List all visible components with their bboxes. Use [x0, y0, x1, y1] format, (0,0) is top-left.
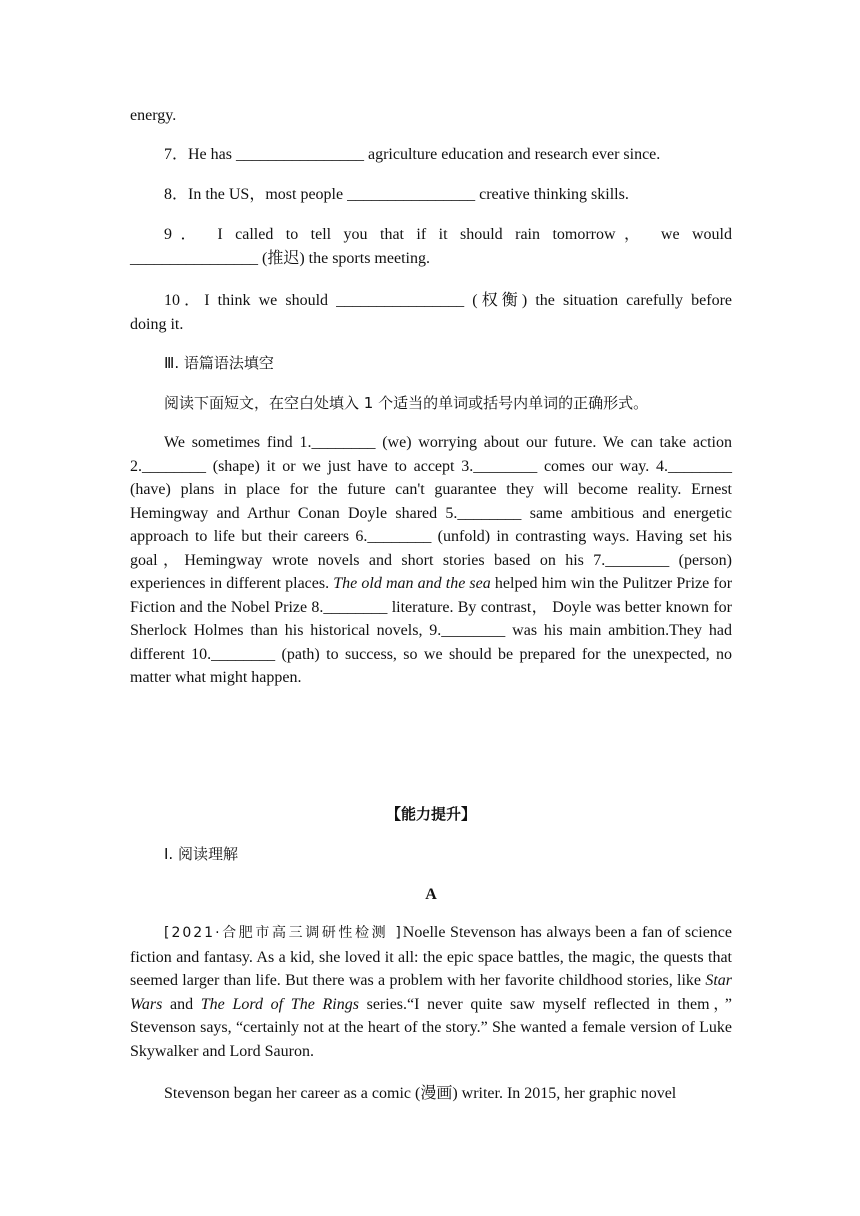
book-title: The old man and the sea [333, 575, 491, 592]
question-9-line2: ________________ (推迟) the sports meeting. [130, 249, 430, 267]
question-8: 8．In the US，most people ________________ creative thinking skills. [164, 186, 629, 203]
question-9 [130, 223, 732, 270]
part3-heading: Ⅲ. 语篇语法填空 [164, 354, 274, 372]
source-tag: [2021·合肥市高三调研性检测 ] [164, 925, 403, 941]
p1-text-b: series.“I never quite saw myself reflected in them，” Stevenson says, “certainly not at the heart of the story.” She wanted a female version of Luke Skywalker and Lord Sauron. [130, 995, 733, 1060]
part3-instruction: 阅读下面短文，在空白处填入 1 个适当的单词或括号内单词的正确形式。 [164, 394, 649, 412]
question-10-line2: doing it. [130, 315, 184, 333]
title-star-wars: Star Wars [130, 972, 732, 1013]
question-10-line1: 10．I think we should ________________ (权衡) the situation carefully before [164, 292, 732, 309]
p1-and: and [162, 995, 201, 1013]
question-9-line1: 9． I called to tell you that if it should rain tomorrow， we would [164, 226, 732, 243]
part3-passage [130, 431, 732, 690]
p1-text-a: Noelle Stevenson has always been a fan of science fiction and fantasy. As a kid, she loved it all: the epic space battles, the magic, the quests that seemed larger than life. But there was a problem with her favorite childhood stories, like [130, 924, 733, 989]
passage-text-after-title: helped him win the Pulitzer Prize for Fiction and the Nobel Prize 8.________ literature. By contrast， Doyle was better known for Sherlock Holmes than his historical novels, 9.________ was his main ambition.They had different 10.________ (path) to success, so we should be prepared for the unexpected, no matter what might happen. [130, 575, 733, 686]
title-lord-of-the-rings: The Lord of The Rings [200, 995, 359, 1013]
passage-a-paragraph-2: Stevenson began her career as a comic (漫画) writer. In 2015, her graphic novel [164, 1085, 677, 1102]
passage-a-paragraph-1 [130, 921, 732, 1063]
passage-text-before-title: We sometimes find 1.________ (we) worrying about our future. We can take action 2.________ (shape) it or we just have to accept 3.________ comes our way. 4.________ (have) plans in place for the future can't guarantee they will become reality. Ernest Hemingway and Arthur Conan Doyle shared 5.________ same ambitious and energetic approach to life but their careers 6.________ (unfold) in contrasting ways. Having set his goal，Hemingway wrote novels and short stories based on his 7.________ (person) experiences in different places. [130, 434, 732, 592]
question-10 [130, 289, 732, 336]
question-7: 7．He has ________________ agriculture education and research ever since. [164, 146, 661, 163]
ability-section-title: 【能力提升】 [385, 805, 476, 823]
passage-letter: A [425, 886, 437, 903]
energy-line: energy. [130, 107, 177, 124]
reading-comprehension-heading: Ⅰ. 阅读理解 [164, 845, 238, 863]
